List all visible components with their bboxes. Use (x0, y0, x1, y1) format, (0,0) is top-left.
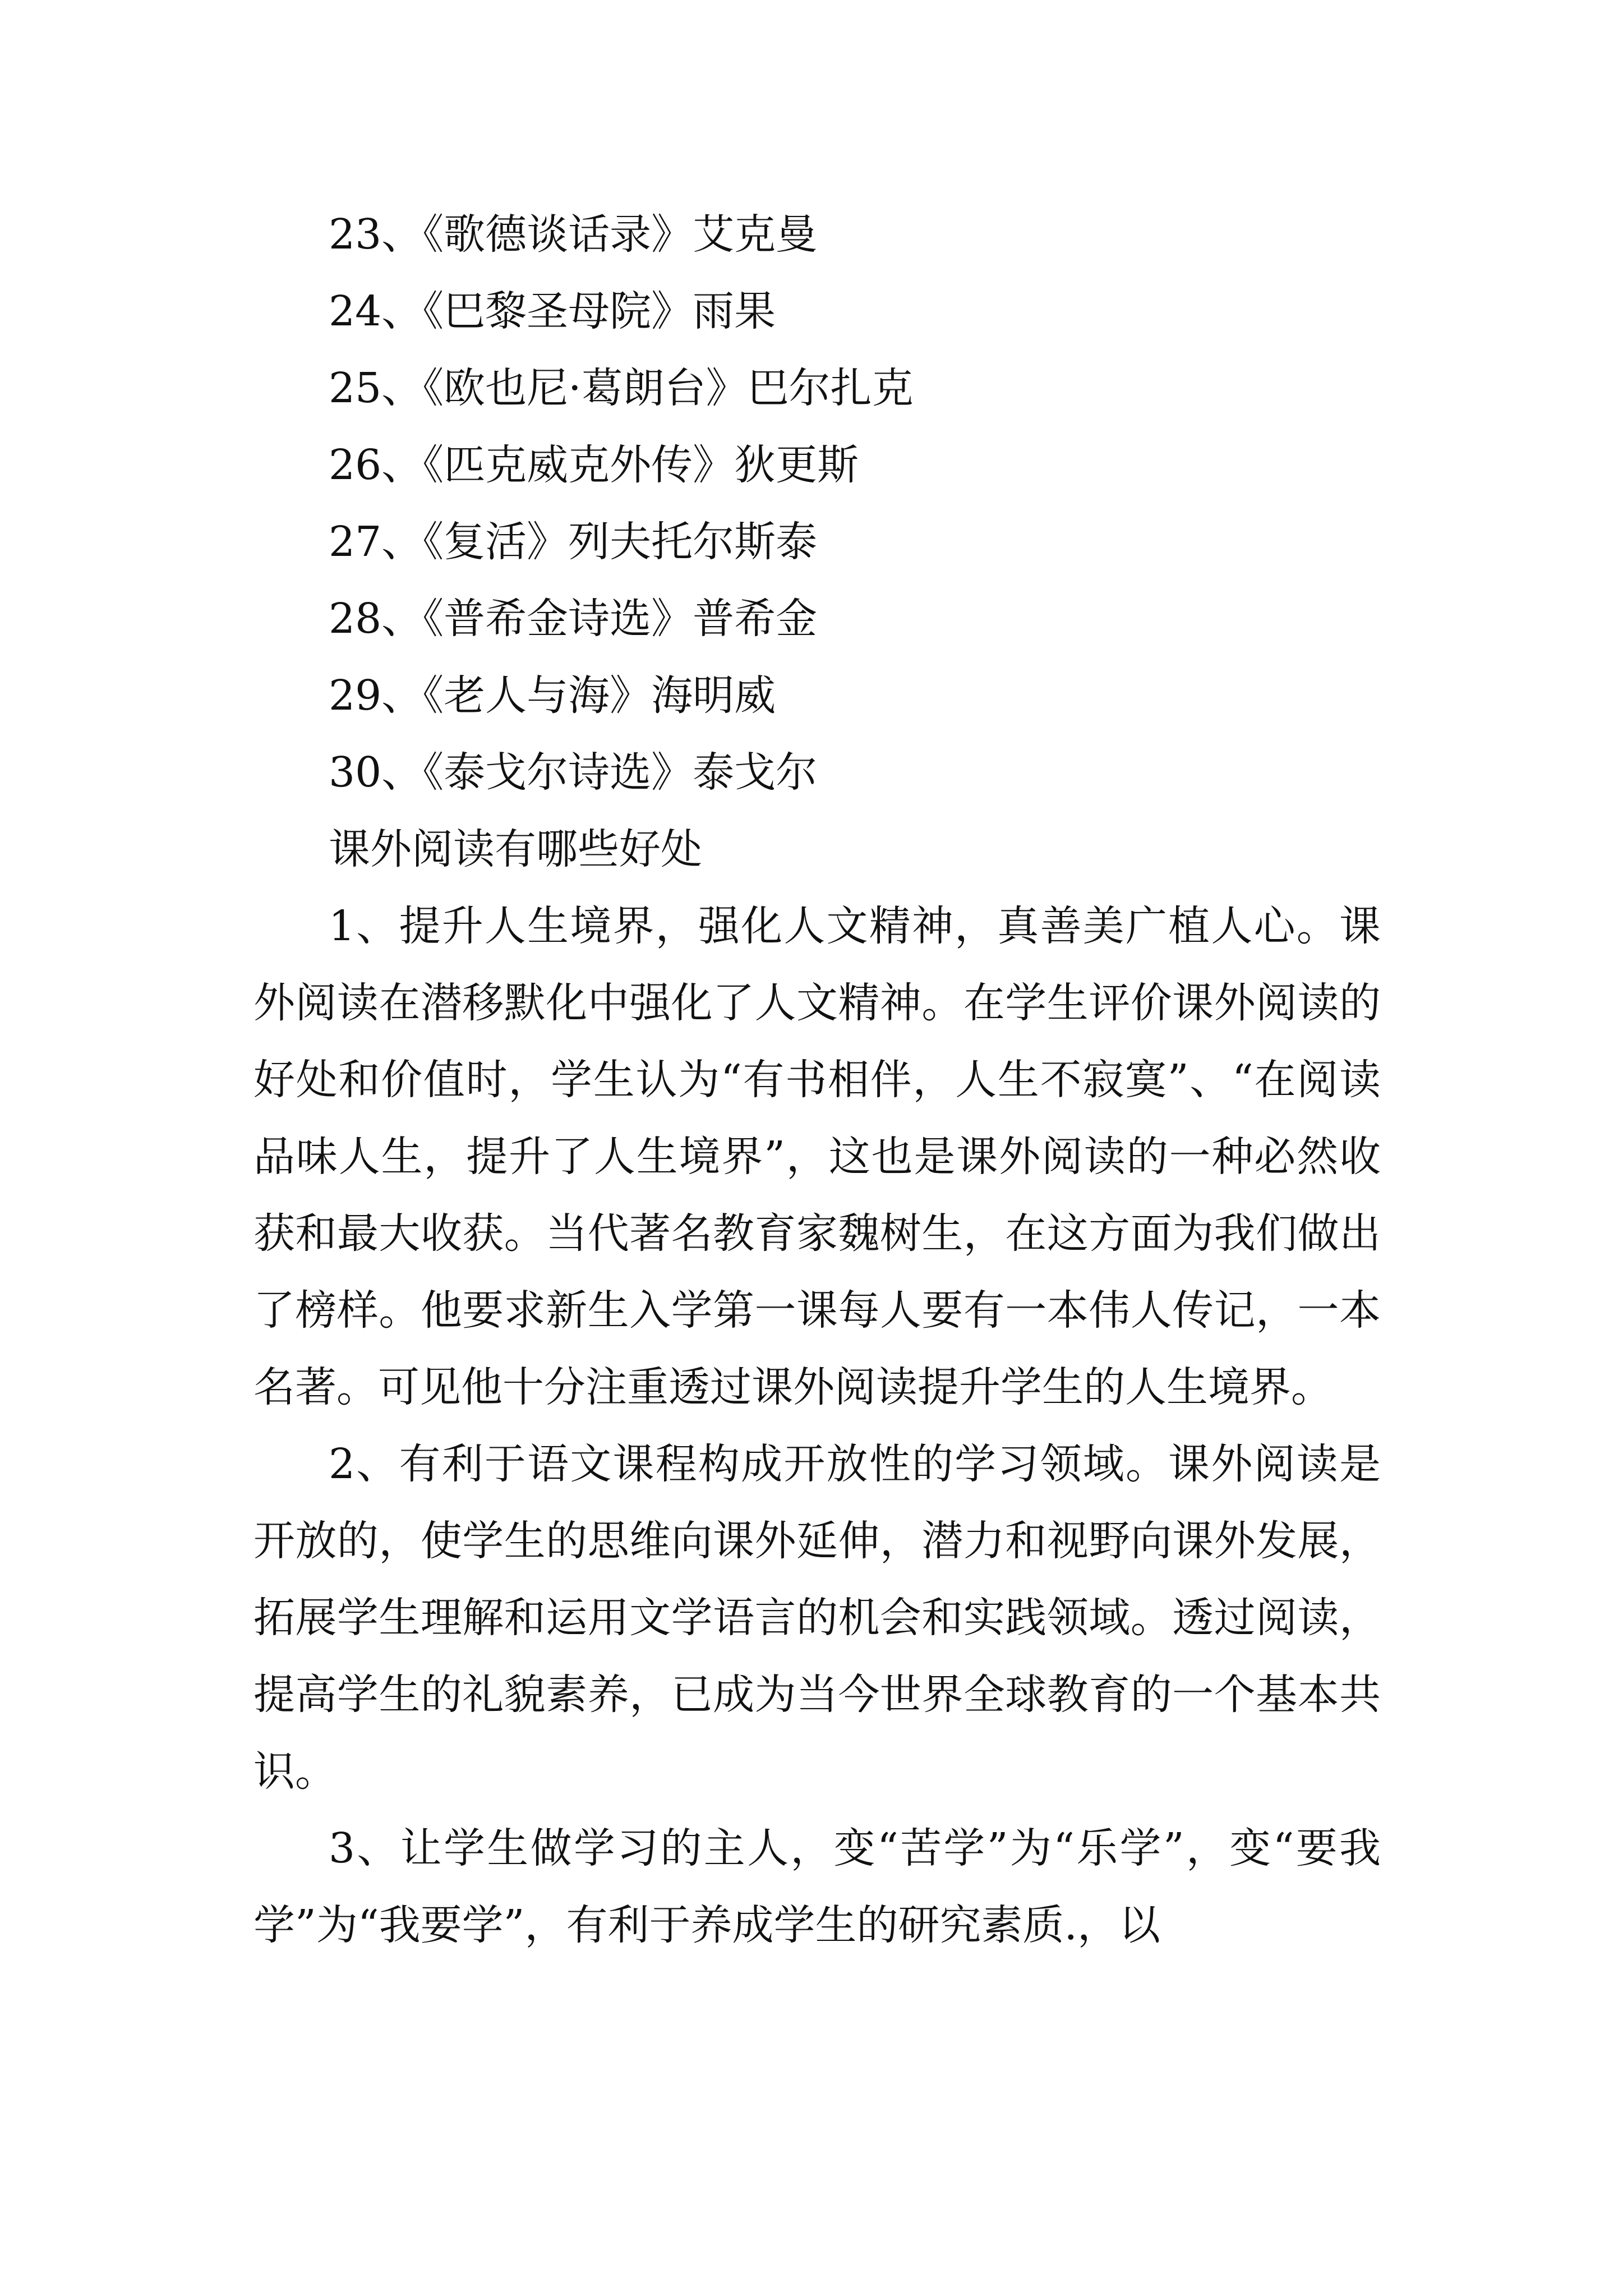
paragraph-benefit-1: 1、提升人生境界，强化人文精神，真善美广植人心。课外阅读在潜移默化中强化了人文精神。在学生评价课外阅读的好处和价值时，学生认为“有书相伴，人生不寂寞”、“在阅读品味人生，提升了人生境界”，这也是课外阅读的一种必然收获和最大收获。当代著名教育家魏树生，在这方面为我们做出了榜样。他要求新生入学第一课每人要有一本伟人传记，一本名著。可见他十分注重透过课外阅读提升学生的人生境界。 (253, 902, 1381, 1411)
paragraph-benefit-3: 3、让学生做学习的主人，变“苦学”为“乐学”，变“要我学”为“我要学”，有利于养成学生的研究素质.，以 (253, 1824, 1381, 1949)
book-list-item: 25、《欧也尼·葛朗台》巴尔扎克 (329, 364, 914, 412)
book-list-item: 23、《歌德谈话录》艾克曼 (329, 210, 818, 259)
book-list-item: 24、《巴黎圣母院》雨果 (329, 287, 776, 335)
document-body (253, 196, 1381, 1964)
book-list-item: 27、《复活》列夫托尔斯泰 (329, 518, 818, 566)
book-list-item: 26、《匹克威克外传》狄更斯 (329, 441, 859, 489)
book-list-item: 28、《普希金诗选》普希金 (329, 595, 818, 643)
paragraph-benefit-2: 2、有利于语文课程构成开放性的学习领域。课外阅读是开放的，使学生的思维向课外延伸，潜力和视野向课外发展，拓展学生理解和运用文学语言的机会和实践领域。透过阅读，提高学生的礼貌素养，已成为当今世界全球教育的一个基本共识。 (253, 1440, 1381, 1796)
book-list-item: 30、《泰戈尔诗选》泰戈尔 (329, 748, 818, 797)
section-heading: 课外阅读有哪些好处 (329, 825, 702, 873)
book-list-item: 29、《老人与海》海明威 (329, 671, 776, 720)
